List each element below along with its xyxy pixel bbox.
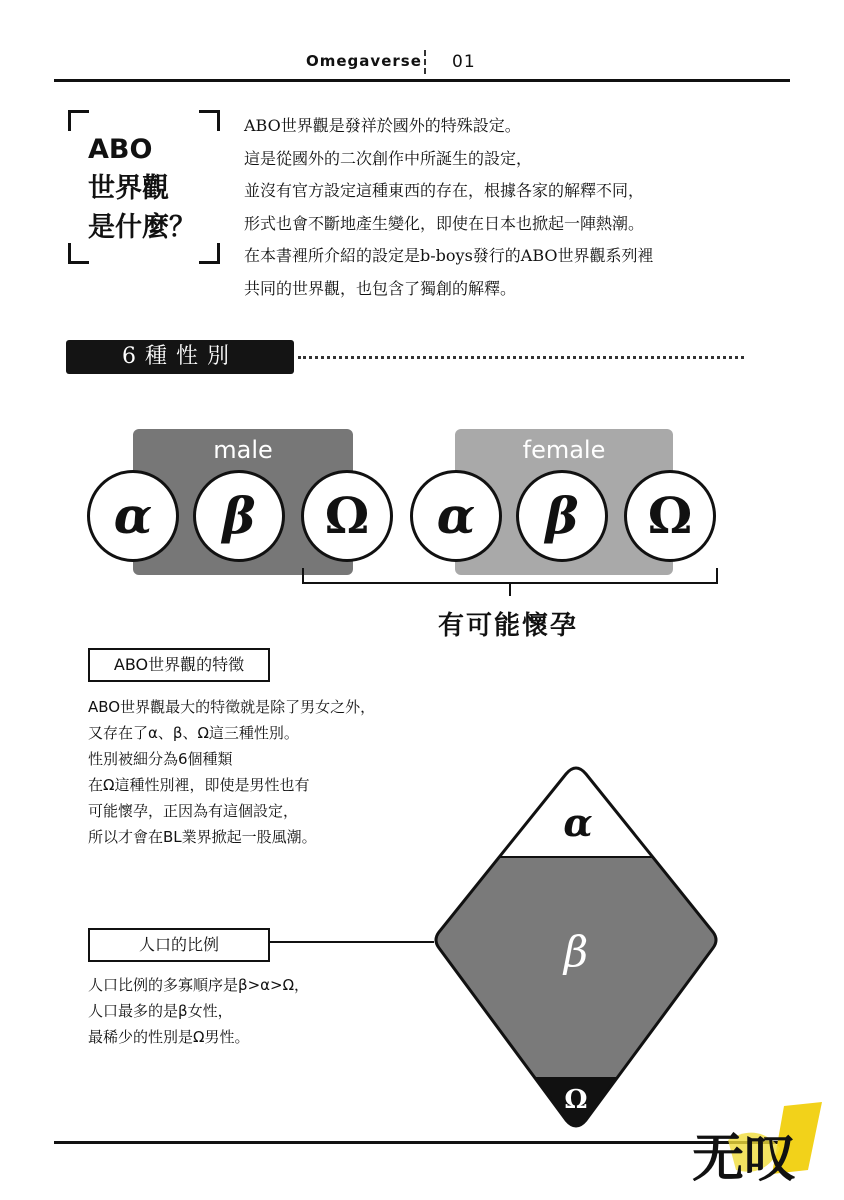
diamond-alpha-label: α [563, 800, 593, 845]
intro-line: 並沒有官方設定這種東西的存在，根據各家的解釋不同， [244, 181, 645, 200]
diamond-omega-label: Ω [564, 1085, 588, 1115]
watermark-logo [688, 1100, 828, 1192]
population-line: 最稀少的性別是Ω男性。 [88, 1028, 250, 1046]
footer-rule [54, 1141, 790, 1144]
intro-paragraph [244, 110, 764, 305]
features-line: 可能懷孕，正因為有這個設定， [88, 802, 299, 820]
intro-line: 共同的世界觀，也包含了獨創的解釋。 [244, 278, 517, 298]
intro-line: 在本書裡所介紹的設定是b-boys發行的ABO世界觀系列裡 [244, 246, 654, 265]
features-paragraph [88, 694, 375, 850]
male-label: male [213, 436, 273, 464]
features-line: 又存在了α、β、Ω這三種性別。 [88, 724, 299, 742]
header-separator [424, 50, 426, 74]
dotted-rule [298, 356, 744, 359]
corner-mark [68, 110, 89, 131]
population-diamond [430, 764, 722, 1130]
intro-line: ABO世界觀是發祥於國外的特殊設定。 [244, 116, 521, 135]
male-alpha-circle: α [87, 470, 179, 562]
population-label: 人口的比例 [88, 928, 270, 962]
corner-mark [199, 243, 220, 264]
title-line: ABO [88, 134, 153, 165]
title-line: 世界觀 [88, 173, 169, 204]
intro-line: 形式也會不斷地產生變化，即使在日本也掀起一陣熱潮。 [244, 213, 645, 233]
population-connector-line [268, 941, 434, 943]
header-title: Omegaverse [306, 52, 422, 70]
watermark-text: 无叹 [692, 1128, 797, 1189]
features-line: 性別被細分為6個種類 [88, 750, 233, 768]
corner-mark [199, 110, 220, 131]
features-line: 所以才會在BL業界掀起一股風潮。 [88, 828, 317, 846]
features-line: 在Ω這種性別裡，即使是男性也有 [88, 776, 310, 794]
title-text [88, 130, 196, 247]
population-paragraph [88, 972, 309, 1050]
population-line: 人口比例的多寡順序是β>α>Ω， [88, 976, 310, 994]
population-line: 人口最多的是β女性， [88, 1002, 233, 1020]
female-beta-circle: β [516, 470, 608, 562]
pregnancy-label: 有可能懷孕 [438, 611, 579, 641]
female-omega-circle: Ω [624, 470, 716, 562]
male-omega-circle: Ω [301, 470, 393, 562]
title-box [68, 110, 220, 264]
intro-line: 這是從國外的二次創作中所誕生的設定， [244, 148, 533, 168]
features-line: ABO世界觀最大的特徵就是除了男女之外， [88, 698, 376, 716]
page-number: 01 [452, 52, 476, 72]
features-label: ABO世界觀的特徵 [88, 648, 270, 682]
header-rule [54, 79, 790, 82]
male-beta-circle: β [193, 470, 285, 562]
title-line: 是什麼？ [88, 212, 196, 243]
corner-mark [68, 243, 89, 264]
section-heading: 6種性別 [66, 340, 294, 374]
female-label: female [522, 436, 606, 464]
bracket-stem [509, 582, 511, 596]
female-alpha-circle: α [410, 470, 502, 562]
diamond-beta-label: β [563, 927, 589, 976]
